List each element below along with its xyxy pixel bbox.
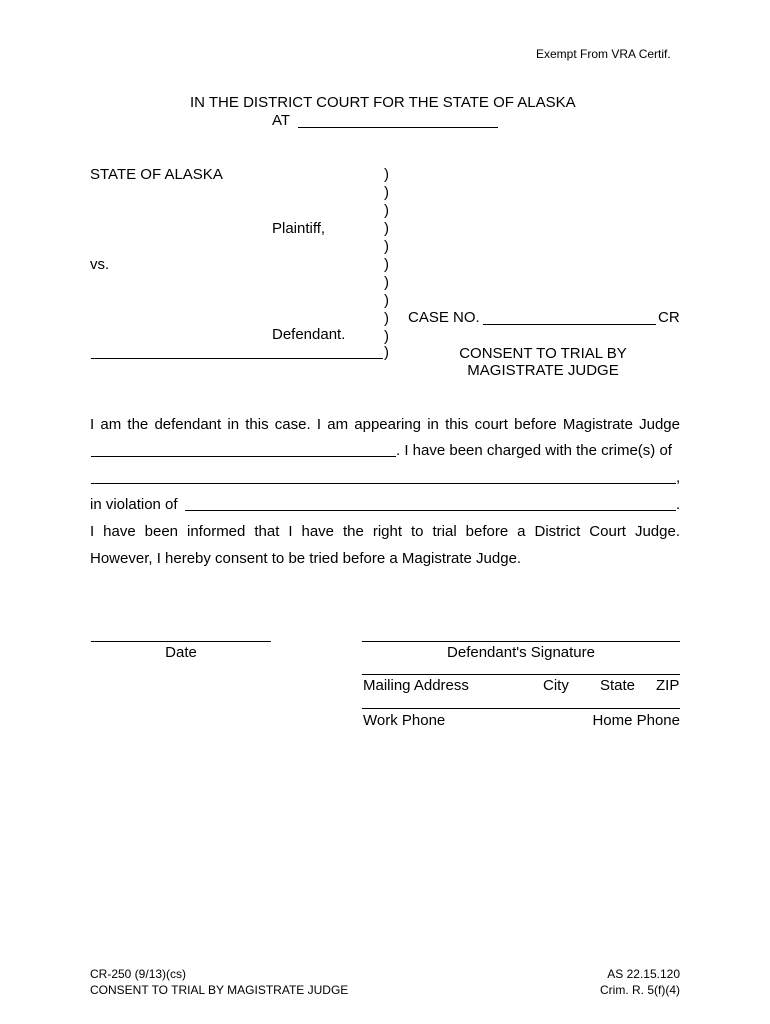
- footer-rule: Crim. R. 5(f)(4): [600, 983, 680, 997]
- case-number-field[interactable]: [483, 324, 656, 325]
- footer-form-name: CONSENT TO TRIAL BY MAGISTRATE JUDGE: [90, 983, 349, 997]
- paragraph-1-line-1: I am the defendant in this case. I am appearing in this court before Magistrate Judge: [90, 416, 680, 433]
- phone-field[interactable]: [362, 708, 680, 709]
- defendant-name-field[interactable]: [91, 358, 383, 359]
- plaintiff-label: Plaintiff,: [272, 220, 326, 237]
- mailing-address-field[interactable]: [362, 674, 680, 675]
- paragraph-2-line-2: However, I hereby consent to be tried before a Magistrate Judge.: [90, 550, 522, 567]
- footer-form-code: CR-250 (9/13)(cs): [90, 967, 187, 981]
- court-location-field[interactable]: [298, 127, 498, 128]
- caption-paren: ): [384, 220, 389, 237]
- caption-paren: ): [384, 238, 389, 255]
- caption-paren: ): [384, 310, 389, 327]
- caption-paren: ): [384, 274, 389, 291]
- caption-paren: ): [384, 202, 389, 219]
- plaintiff-name: STATE OF ALASKA: [90, 166, 223, 183]
- defendant-signature-label: Defendant's Signature: [447, 644, 595, 661]
- caption-paren: ): [384, 184, 389, 201]
- vs-label: vs.: [90, 256, 110, 273]
- case-suffix: CR: [658, 309, 680, 326]
- work-phone-label: Work Phone: [363, 712, 446, 729]
- caption-paren: ): [384, 292, 389, 309]
- footer-statute: AS 22.15.120: [607, 967, 680, 981]
- case-no-label: CASE NO.: [408, 309, 480, 326]
- violation-period: .: [676, 496, 681, 513]
- defendant-label: Defendant.: [272, 326, 346, 343]
- court-title: IN THE DISTRICT COURT FOR THE STATE OF ALASKA: [190, 94, 576, 111]
- paragraph-2-line-1: I have been informed that I have the right to trial before a District Court Judge.: [90, 523, 680, 540]
- caption-paren: ): [384, 166, 389, 183]
- crimes-comma: ,: [676, 469, 681, 486]
- exempt-note: Exempt From VRA Certif.: [536, 47, 671, 61]
- date-field[interactable]: [91, 641, 271, 642]
- statute-violation-field[interactable]: [185, 510, 676, 511]
- home-phone-label: Home Phone: [592, 712, 680, 729]
- mailing-address-label: Mailing Address: [363, 677, 469, 694]
- city-label: City: [543, 677, 569, 694]
- caption-paren: ): [384, 344, 389, 361]
- magistrate-judge-field[interactable]: [91, 456, 396, 457]
- crimes-field[interactable]: [91, 483, 676, 484]
- state-label: State: [600, 677, 636, 694]
- form-title-line2: MAGISTRATE JUDGE: [467, 362, 619, 379]
- violation-label: in violation of: [90, 496, 178, 513]
- paragraph-1-line-2: . I have been charged with the crime(s) of: [396, 442, 672, 459]
- caption-paren: ): [384, 256, 389, 273]
- form-title-line1: CONSENT TO TRIAL BY: [459, 345, 627, 362]
- date-label: Date: [165, 644, 197, 661]
- zip-label: ZIP: [656, 677, 680, 694]
- caption-paren: ): [384, 328, 389, 345]
- defendant-signature-field[interactable]: [362, 641, 680, 642]
- court-at-label: AT: [272, 112, 291, 129]
